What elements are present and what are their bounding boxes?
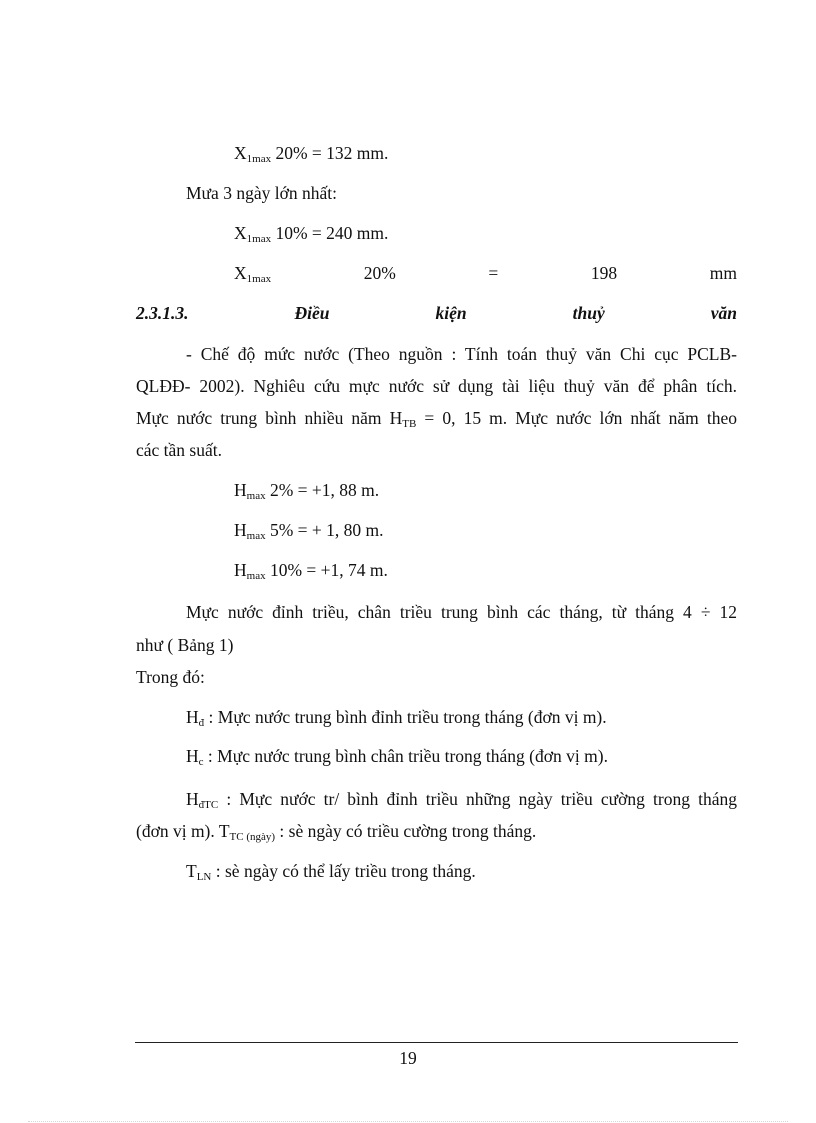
page-edge-divider [28,1121,788,1122]
def-hdtc-line1: $H_{đTC}$ : Mực nước tr/ bình đỉnh triều những ngày triều cường trong tháng [186,789,737,811]
section-number: 2.3.1.3. [136,303,189,323]
def-hd: $H_đ$ : Mực nước trung bình đỉnh triều trong tháng (đơn vị m). [186,707,607,729]
three-day-rain-label: Mưa 3 ngày lớn nhất: [186,183,337,203]
para1-line3: Mực nước trung bình nhiều năm $H_{TB} = 0$, 15 m. Mực nước lớn nhất năm theo [136,408,737,430]
def-tln: $T_{LN}$ : sè ngày có thể lấy triều trong tháng. [186,861,476,883]
rain-x20-line: $X_{1max}$ 20% = 132 mm. [234,143,389,165]
footer-rule [135,1042,738,1043]
rain-x20b-line: $X_{1max}$ 20% = 198 mm [234,263,737,285]
hmax-10-line: $H_{max}$ 10% = +1, 74 m. [234,560,388,582]
section-heading: 2.3.1.3. Điều kiện thuỷ văn [136,303,737,323]
para1-line4: các tần suất. [136,440,222,460]
para2-line2: như ( Bảng 1) [136,635,234,655]
page-number: 19 [399,1048,417,1068]
hmax-2-line: $H_{max}$ 2% = +1, 88 m. [234,480,380,502]
para2-line1: Mực nước đỉnh triều, chân triều trung bình các tháng, từ tháng 4 ÷ 12 [186,602,737,622]
para2-line3: Trong đó: [136,667,205,687]
para1-line2: QLĐĐ- 2002). Nghiêu cứu mực nước sử dụng tài liệu thuỷ văn để phân tích. [136,376,737,396]
def-hc: $H_c$ : Mực nước trung bình chân triều trong tháng (đơn vị m). [186,746,608,768]
def-hdtc-line2: (đơn vị m). $T_{TC (ngày)}$ : sè ngày có triều cường trong tháng. [136,821,537,843]
para1-line1: - Chế độ mức nước (Theo nguồn : Tính toán thuỷ văn Chi cục PCLB- [186,344,737,364]
hmax-5-line: $H_{max}$ 5% = + 1, 80 m. [234,520,384,542]
rain-x10-line: $X_{1max}$ 10% = 240 mm. [234,223,389,245]
